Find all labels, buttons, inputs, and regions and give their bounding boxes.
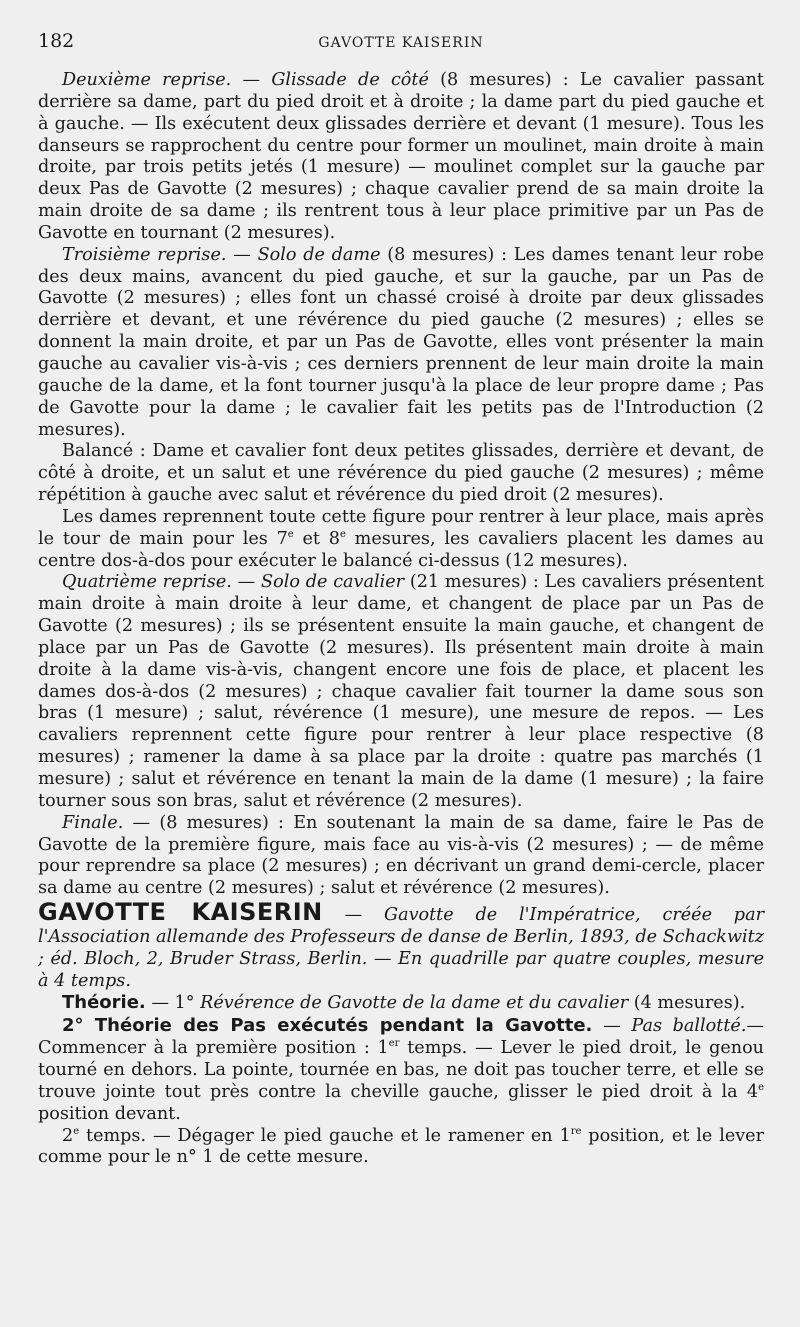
dash: — — [231, 572, 262, 593]
superscript: e — [758, 1081, 764, 1093]
paragraph-text: (4 mesures). — [628, 993, 746, 1014]
paragraph-text: (8 mesures) : Le cavalier passant derrière sa dame, part du pied droit et à droite ; la dame part du pied gauche et à gauche. — Ils exécutent deux glissades derrière et devant (1 mesure). Tous les danseurs se rapprochent du centre pour former un moulinet, main droite à main droite, par trois petits jetés (1 mesure) — moulinet complet sur la gauche par deux Pas de Gavotte (2 mesures) ; chaque cavalier prend de sa main droite la main droite de sa dame ; ils rentrent tous à leur place primitive par un Pas de Gavotte en tournant (2 mesures). — [38, 70, 764, 243]
paragraph-text: Les dames reprennent toute cette figure pour rentrer à leur place, mais après le tour de main pour les 7 — [38, 506, 764, 549]
reprise-label: Deuxième reprise. — [62, 70, 232, 90]
page-body — [38, 70, 764, 1169]
paragraph-text: — Commencer à la première position : 1 — [38, 1016, 765, 1059]
section-heading: 2° Théorie des Pas exécutés pendant la Gavotte. — [62, 1015, 593, 1037]
entry-title: GAVOTTE KAISERIN — [38, 898, 323, 927]
superscript: re — [570, 1125, 582, 1137]
dash: — — [226, 244, 258, 265]
theorie-label: Théorie. — [62, 992, 146, 1014]
paragraph-text: temps. — Dégager le pied gauche et le ramener en 1 — [79, 1125, 571, 1146]
dash: — — [592, 1016, 632, 1037]
paragraph-text: (21 mesures) : Les cavaliers présentent main droite à main droite à leur dame, et changent de place par un Pas de Gavotte (2 mesures) ; ils se présentent ensuite la main gauche, et changent de place par un Pas de Gavotte (2 mesures). Ils présentent main droite à main droite à la dame vis-à-vis, changent encore une fois de place, et placent les dames dos-à-dos (2 mesures) ; chaque cavalier fait tourner la dame sous son bras (1 mesure) ; salut, révérence (1 mesure), une mesure de repos. — Les cavaliers reprennent cette figure pour rentrer à leur place respective (8 mesures) ; ramener la dame à sa place par la droite : quatre pas marchés (1 mesure) ; salut et révérence en tenant la main de la dame (1 mesure) ; la faire tourner sous son bras, salut et révérence (2 mesures). — [38, 572, 765, 811]
paragraph-text: — (8 mesures) : En soutenant la main de sa dame, faire le Pas de Gavotte de la première figure, mais face au vis-à-vis (2 mesures) ; — de même pour reprendre sa place (2 mesures) ; en décrivant un grand demi-cercle, placer sa dame au centre (2 mesures) ; salut et révérence (2 mesures). — [38, 812, 764, 899]
running-title: GAVOTTE KAISERIN — [318, 35, 484, 51]
entry-gavotte-kaiserin — [38, 898, 764, 992]
paragraph-text: position, et le lever comme pour le n° 1 de cette mesure. — [38, 1125, 764, 1168]
figure-name: Glissade de côté — [271, 70, 429, 90]
paragraph-theorie-des-pas — [38, 1015, 764, 1125]
superscript: er — [388, 1038, 400, 1050]
paragraph-dames-reprennent — [38, 507, 764, 573]
page-number: 182 — [38, 30, 75, 52]
paragraph-deuxieme-reprise — [38, 70, 764, 245]
dash: — — [231, 70, 272, 90]
superscript: e — [73, 1125, 80, 1137]
paragraph-troisieme-reprise — [38, 245, 764, 442]
paragraph-finale — [38, 813, 764, 900]
reprise-label: Quatrième reprise. — [62, 572, 232, 593]
superscript: e — [287, 528, 294, 540]
superscript: e — [339, 528, 346, 540]
reprise-label: Troisième reprise. — [62, 244, 227, 265]
figure-name: Solo de cavalier — [261, 572, 405, 593]
figure-name: Solo de dame — [257, 244, 381, 265]
paragraph-text: (8 mesures) : Les dames tenant leur robe des deux mains, avancent du pied gauche, et sur la gauche, par un Pas de Gavotte (2 mesures) ; elles font un chassé croisé à droite par deux glissades derrière et devant, et une révérence du pied gauche (2 mesures) ; elles se donnent la main droite, et par un Pas de Gavotte, elles vont présenter la main gauche au cavalier vis-à-vis ; ces derniers prennent de leur main droite la main gauche de la dame, et la font tourner jusqu'à la place de leur propre dame ; Pas de Gavotte pour la dame ; le cavalier fait les petits pas de l'Introduction (2 mesures). — [38, 244, 765, 440]
paragraph-quatrieme-reprise — [38, 572, 764, 812]
paragraph-text: mesures, les cavaliers placent les dames au centre dos-à-dos pour exécuter le balancé ci-dessus (12 mesures). — [38, 528, 764, 571]
reprise-label: Finale. — [62, 812, 124, 833]
page-header — [38, 30, 764, 56]
dash: — — [322, 905, 385, 926]
theorie-number: — 1° — [145, 993, 201, 1014]
step-name: Pas ballotté. — [631, 1016, 747, 1037]
paragraph-text: position devant. — [38, 1103, 181, 1124]
paragraph-theorie — [38, 992, 764, 1015]
theorie-subject: Révérence de Gavotte de la dame et du cavalier — [200, 993, 629, 1014]
paragraph-text: et 8 — [293, 528, 340, 549]
paragraph-balance — [38, 441, 764, 507]
paragraph-text: temps. — Lever le pied droit, le genou tourné en dehors. La pointe, tournée en bas, ne doit pas toucher terre, et elle se trouve jointe tout près contre la cheville gauche, glisser le pied droit à la 4 — [38, 1038, 764, 1102]
paragraph-text: Balancé : Dame et cavalier font deux petites glissades, derrière et devant, de côté à droite, et un salut et une révérence du pied gauche (2 mesures) ; même répétition à gauche avec salut et révérence du pied droit (2 mesures). — [38, 441, 764, 506]
paragraph-text: 2 — [62, 1125, 74, 1146]
paragraph-deuxieme-temps — [38, 1126, 764, 1170]
entry-description: Gavotte de l'Impératrice, créée par l'Association allemande des Professeurs de danse de Berlin, 1893, de Schackwitz ; éd. Bloch, 2, Bruder Strass, Berlin. — En quadrille par quatre couples, mesure à 4 temps. — [38, 905, 764, 991]
